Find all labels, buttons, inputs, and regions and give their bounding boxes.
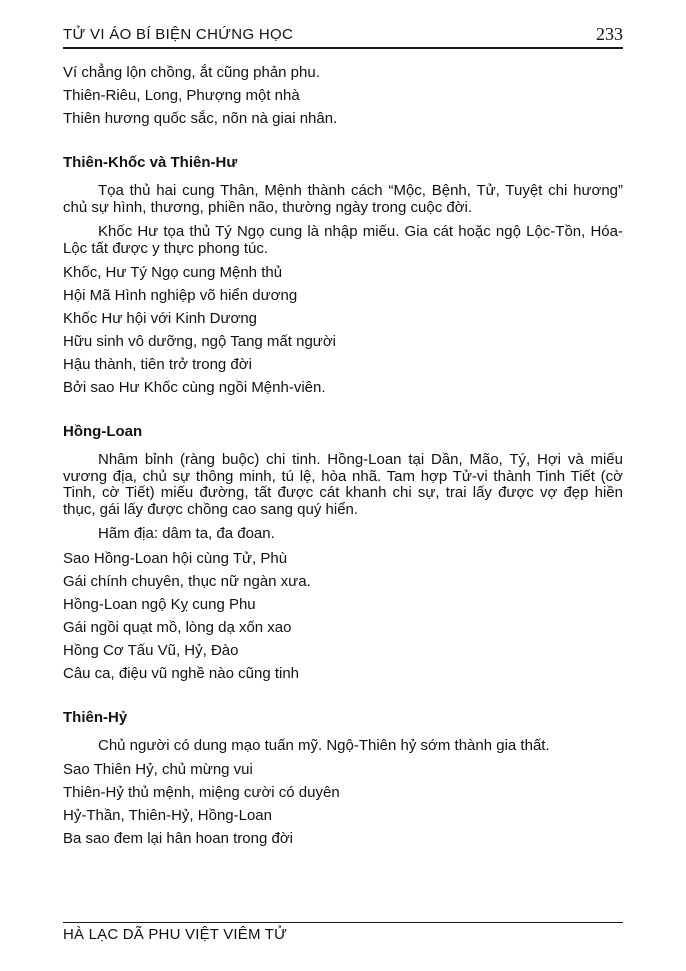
verse-line: Ba sao đem lại hân hoan trong đời bbox=[63, 830, 293, 847]
verse-line: Sao Thiên Hỷ, chủ mừng vui bbox=[63, 761, 253, 778]
page-number: 233 bbox=[596, 24, 623, 44]
page-body bbox=[63, 65, 623, 847]
verse-line: Hội Mã Hình nghiệp võ hiển dương bbox=[63, 287, 298, 304]
verse-line: Thiên-Riêu, Long, Phượng một nhà bbox=[63, 87, 300, 104]
verse-line: Thiên hương quốc sắc, nõn nà giai nhân. bbox=[63, 110, 338, 127]
verse-line: Gái ngồi quạt mồ, lòng dạ xốn xao bbox=[63, 618, 292, 636]
verse-line: Khốc Hư hội với Kinh Dương bbox=[63, 310, 258, 327]
verse-line: Hữu sinh vô dưỡng, ngộ Tang mất người bbox=[63, 333, 337, 350]
verse-line: Bởi sao Hư Khốc cùng ngồi Mệnh-viên. bbox=[63, 379, 326, 396]
body-paragraph: Khốc Hư tọa thủ Tý Ngọ cung là nhập miếu. Gia cát hoặc ngộ Lộc-Tồn, Hóa-Lộc tất được y thực phong túc. bbox=[63, 223, 623, 257]
section-heading-hong-loan: Hồng-Loan bbox=[63, 423, 143, 440]
verse-line: Hậu thành, tiên trở trong đời bbox=[63, 356, 252, 373]
verse-line: Ví chẳng lộn chồng, ắt cũng phản phu. bbox=[63, 64, 320, 81]
verse-line: Hỷ-Thần, Thiên-Hỷ, Hồng-Loan bbox=[63, 807, 272, 824]
running-title: TỬ VI ÁO BÍ BIỆN CHỨNG HỌC bbox=[63, 26, 294, 43]
body-paragraph: Chủ người có dung mạo tuấn mỹ. Ngộ-Thiên hỷ sớm thành gia thất. bbox=[98, 736, 550, 754]
verse-line: Gái chính chuyên, thục nữ ngàn xưa. bbox=[63, 572, 311, 590]
body-paragraph: Nhâm bỉnh (ràng buộc) chi tinh. Hồng-Loan tại Dần, Mão, Tý, Hợi và miếu vương địa, chủ sự thông minh, tú lệ, hòa nhã. Tam hợp Tử-vi thành Tinh Tiết (cờ Tinh, cờ Tiết) miếu đường, tất được cát khanh chi sự, trai lấy được vợ đẹp hiền thục, gái lấy được chồng cao sang quý hiển. bbox=[63, 451, 623, 518]
verse-line: Thiên-Hỷ thủ mệnh, miệng cười có duyên bbox=[63, 784, 340, 801]
footer-text: HÀ LẠC DÃ PHU VIỆT VIÊM TỬ bbox=[63, 926, 288, 943]
verse-line: Khốc, Hư Tý Ngọ cung Mệnh thủ bbox=[63, 264, 283, 281]
verse-line: Hồng-Loan ngộ Kỵ cung Phu bbox=[63, 595, 256, 613]
body-paragraph: Tọa thủ hai cung Thân, Mệnh thành cách “Mộc, Bệnh, Tử, Tuyệt chi hương” chủ sự hình, thương, phiền não, thường ngày trong cuộc đời. bbox=[63, 182, 623, 216]
verse-line: Câu ca, điệu vũ nghề nào cũng tinh bbox=[63, 664, 300, 682]
verse-line: Hồng Cơ Tấu Vũ, Hỷ, Đào bbox=[63, 641, 239, 659]
page-footer bbox=[63, 922, 623, 943]
body-paragraph: Hãm địa: dâm ta, đa đoan. bbox=[98, 525, 275, 542]
section-heading-thien-khoc-va-thien-hu: Thiên-Khốc và Thiên-Hư bbox=[63, 154, 238, 171]
verse-line: Sao Hồng-Loan hội cùng Tử, Phù bbox=[63, 549, 288, 567]
page-header bbox=[63, 25, 623, 49]
section-heading-thien-hy: Thiên-Hỷ bbox=[63, 708, 128, 726]
